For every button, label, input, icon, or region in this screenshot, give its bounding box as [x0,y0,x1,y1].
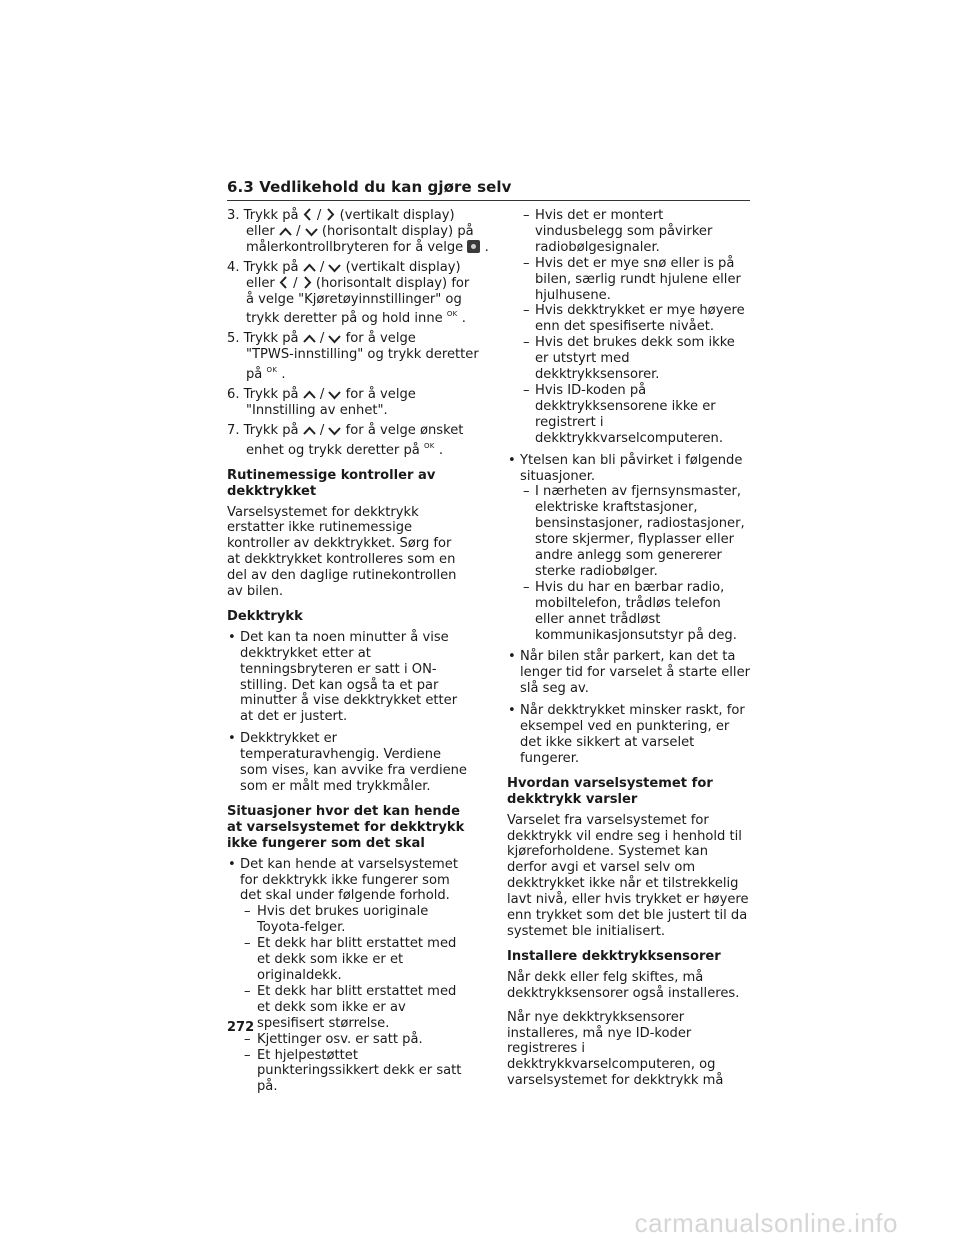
list-item: • Det kan hende at varselsystemet for dekktrykk ikke fungerer som det skal under følgende forhold. [228,856,458,904]
list-item: • Det kan ta noen minutter å vise dekktrykket etter at tenningsbryteren er satt i ON-stilling. Det kan også ta et par minutter å vise dekktrykket etter at det er justert. [228,629,458,725]
sub-list-item: – Et hjelpestøttet punkteringssikkert dekk er satt på. [244,1047,462,1095]
step-5: 5. Trykk på / for å velge "TPWS-innstilling" og trykk deretter på $^{OK}$ . [227,331,479,383]
chevron-down-icon [328,390,341,400]
right-column [507,208,750,1097]
sub-list-item: – Hvis ID-koden på dekktrykksensorene ikke er registrert i dekktrykkvarselcomputeren. [523,382,724,446]
chevron-down-icon [328,334,341,344]
watermark: carmanualsonline.info [634,1208,898,1238]
list-item: • Ytelsen kan bli påvirket i følgende situasjoner. [508,452,743,484]
section-title: 6.3 Vedlikehold du kan gjøre selv [227,178,512,196]
step-6: 6. Trykk på / for å velge "Innstilling av enhet". [227,387,416,418]
settings-gear-icon [467,240,480,253]
chevron-left-icon [303,208,313,221]
chevron-down-icon [328,263,341,273]
heading-situations: Situasjoner hvor det kan hende at varselsystemet for dekktrykk ikke fungerer som det skal [227,803,465,851]
sub-list-item: – Hvis det brukes uoriginale Toyota-felger. [244,904,429,936]
list-item: • Når dekktrykket minsker raskt, for eksempel ved en punktering, er det ikke sikkert at varselet fungerer. [508,703,745,766]
ok-icon: OK [446,310,458,319]
chevron-down-icon [328,426,341,436]
sub-list-item: – Hvis dekktrykket er mye høyere enn det spesifiserte nivået. [523,303,745,335]
heading-routine-checks: Rutinemessige kontroller av dekktrykket [227,467,436,499]
heading-tire-pressure: Dekktrykk [227,608,303,624]
left-column [227,208,489,1095]
chevron-up-icon [303,426,316,436]
chevron-right-icon [325,208,335,221]
heading-how-it-warns: Hvordan varselsystemet for dekktrykk varsler [507,775,713,807]
chevron-up-icon [303,263,316,273]
list-item: • Dekktrykket er temperaturavhengig. Verdiene som vises, kan avvike fra verdiene som er målt med trykkmåler. [228,731,467,794]
sub-list-item: – Kjettinger osv. er satt på. [244,1031,423,1047]
page-number: 272 [227,1020,255,1035]
paragraph-routine: Varselsystemet for dekktrykk erstatter ikke rutinemessige kontroller av dekktrykket. Sørg for at dekktrykket kontrolleres som en del av den daglige rutinekontrollen av bilen. [227,504,457,600]
ok-icon: OK [423,441,435,450]
heading-install-sensors: Installere dekktrykksensorer [507,948,721,964]
sub-list-item: – Et dekk har blitt erstattet med et dekk som ikke er av spesifisert størrelse. [244,983,457,1031]
header-divider [227,200,750,201]
chevron-down-icon [305,227,318,237]
sub-list-item: – Hvis det er mye snø eller is på bilen, særlig rundt hjulene eller hjulhusene. [523,255,741,303]
sub-list-item: – Et dekk har blitt erstattet med et dekk som ikke er et originaldekk. [244,936,457,983]
step-4: 4. Trykk på / (vertikalt display) eller / (horisontalt display) for å velge "Kjøretøyinnstillinger" og trykk deretter på og hold inne $^{OK}$ . [227,259,470,327]
paragraph-install-2: Når nye dekktrykksensorer installeres, må nye ID-koder registreres i dekktrykkvarselcomputeren, og varselsystemet for dekktrykk må [507,1009,724,1089]
sub-list-item: – I nærheten av fjernsynsmaster, elektriske kraftstasjoner, bensinstasjoner, radiostasjoner, store skjermer, flyplasser eller andre anlegg som genererer sterke radiobølger. [523,484,745,579]
ok-icon: OK [266,366,278,375]
chevron-up-icon [279,227,292,237]
list-item: • Når bilen står parkert, kan det ta lenger tid for varselet å starte eller slå seg av. [508,649,751,697]
sub-list-item: – Hvis det er montert vindusbelegg som påvirker radiobølgesignaler. [523,208,713,255]
chevron-up-icon [303,390,316,400]
step-7: 7. Trykk på / for å velge ønsket enhet og trykk deretter på $^{OK}$ . [227,422,464,458]
step-3: 3. Trykk på / (vertikalt display) eller / (horisontalt display) på målerkontrollbryteren for å velge . [227,208,489,255]
paragraph-install-1: Når dekk eller felg skiftes, må dekktrykksensorer også installeres. [507,969,740,1001]
paragraph-how: Varselet fra varselsystemet for dekktrykk vil endre seg i henhold til kjøreforholdene. Systemet kan derfor avgi et varsel selv om dekktrykket ikke når et tilstrekkelig lavt nivå, eller hvis trykket er høyere enn trykket som det ble justert til da systemet ble initialisert. [507,812,749,939]
chevron-right-icon [302,276,312,289]
sub-list-item: – Hvis du har en bærbar radio, mobiltelefon, trådløs telefon eller annet trådløst kommunikasjonsutstyr på deg. [523,579,737,643]
chevron-up-icon [303,334,316,344]
chevron-left-icon [279,276,289,289]
section-header [227,178,750,196]
sub-list-item: – Hvis det brukes dekk som ikke er utstyrt med dekktrykksensorer. [523,335,735,383]
